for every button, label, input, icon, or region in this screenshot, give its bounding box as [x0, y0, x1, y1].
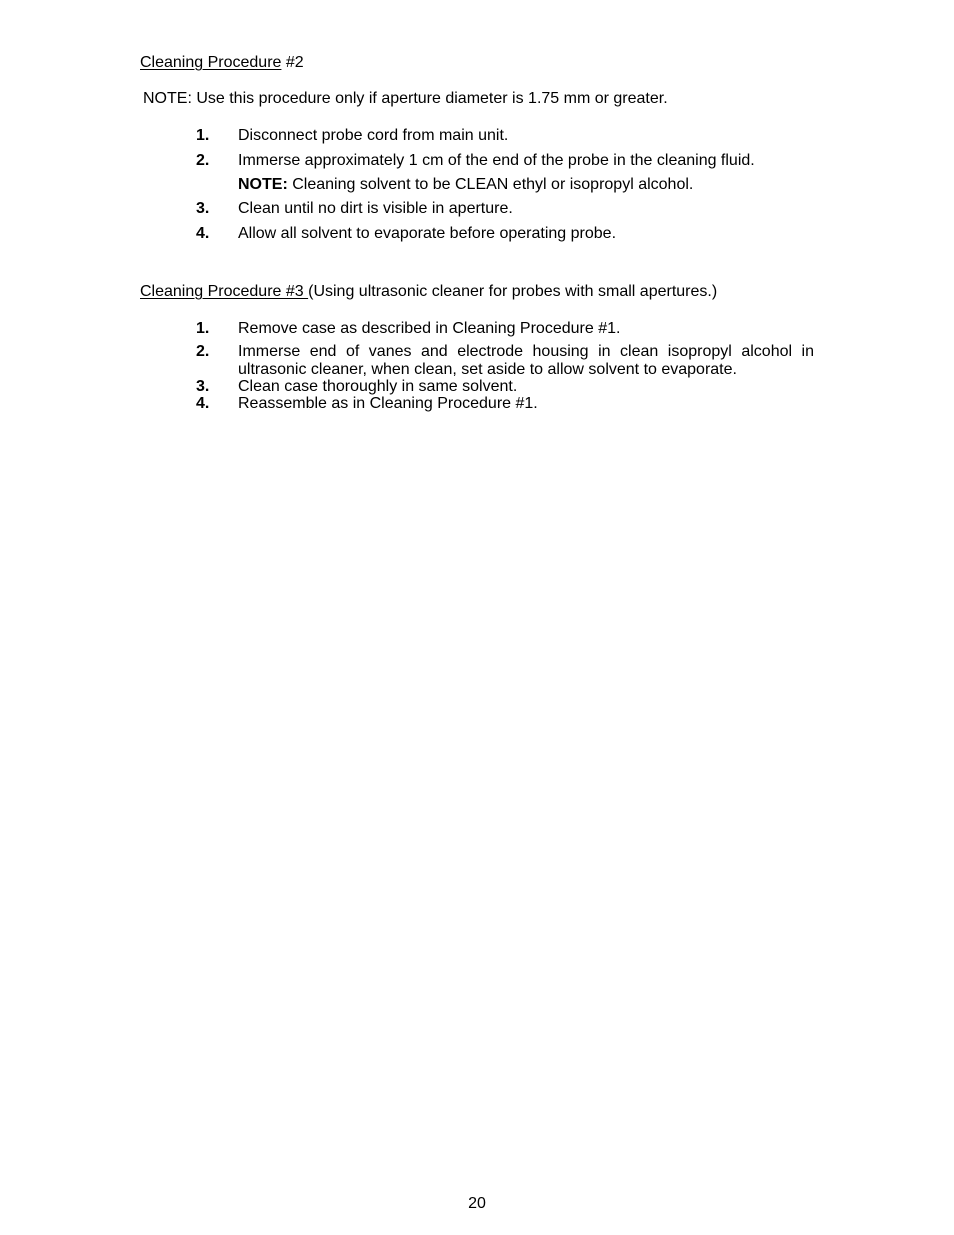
- section3-step4-text: Reassemble as in Cleaning Procedure #1.: [238, 395, 538, 412]
- section2-heading-underlined: Cleaning Procedure: [140, 54, 282, 71]
- section2-heading-rest: #2: [281, 54, 304, 71]
- section3-heading-underlined: Cleaning Procedure #3: [140, 283, 309, 300]
- section2-step4-text: Allow all solvent to evaporate before operating probe.: [238, 225, 617, 242]
- section3-heading: [140, 282, 717, 302]
- section3-heading-rest: (Using ultrasonic cleaner for probes with small apertures.): [308, 283, 718, 300]
- section3-step3-num: 3.: [196, 378, 210, 395]
- section3-step1-text: Remove case as described in Cleaning Procedure #1.: [238, 320, 621, 337]
- section2-step1-num: 1.: [196, 127, 210, 144]
- section2-step4-num: 4.: [196, 225, 210, 242]
- section2-heading: [140, 53, 304, 73]
- section3-step4-num: 4.: [196, 395, 210, 412]
- section2-step2-num: 2.: [196, 152, 210, 169]
- section3-step2-num: 2.: [196, 343, 210, 360]
- section2-step3-num: 3.: [196, 200, 210, 217]
- section2-subnote-label: NOTE:: [238, 176, 288, 193]
- section2-note: NOTE: Use this procedure only if aperture diameter is 1.75 mm or greater.: [143, 90, 668, 107]
- section2-step2-text: Immerse approximately 1 cm of the end of the probe in the cleaning fluid.: [238, 152, 755, 169]
- section3-step1-num: 1.: [196, 320, 210, 337]
- section2-subnote-text: Cleaning solvent to be CLEAN ethyl or isopropyl alcohol.: [287, 176, 694, 193]
- section2-step1-text: Disconnect probe cord from main unit.: [238, 127, 509, 144]
- section2-subnote: [238, 175, 693, 195]
- section2-step3-text: Clean until no dirt is visible in aperture.: [238, 200, 513, 217]
- page-number: 20: [468, 1195, 486, 1212]
- section3-step3-text: Clean case thoroughly in same solvent.: [238, 378, 518, 395]
- section3-step2-text: Immerse end of vanes and electrode housing in clean isopropyl alcohol in ultrasonic cleaner, when clean, set aside to allow solvent to evaporate.: [238, 343, 814, 378]
